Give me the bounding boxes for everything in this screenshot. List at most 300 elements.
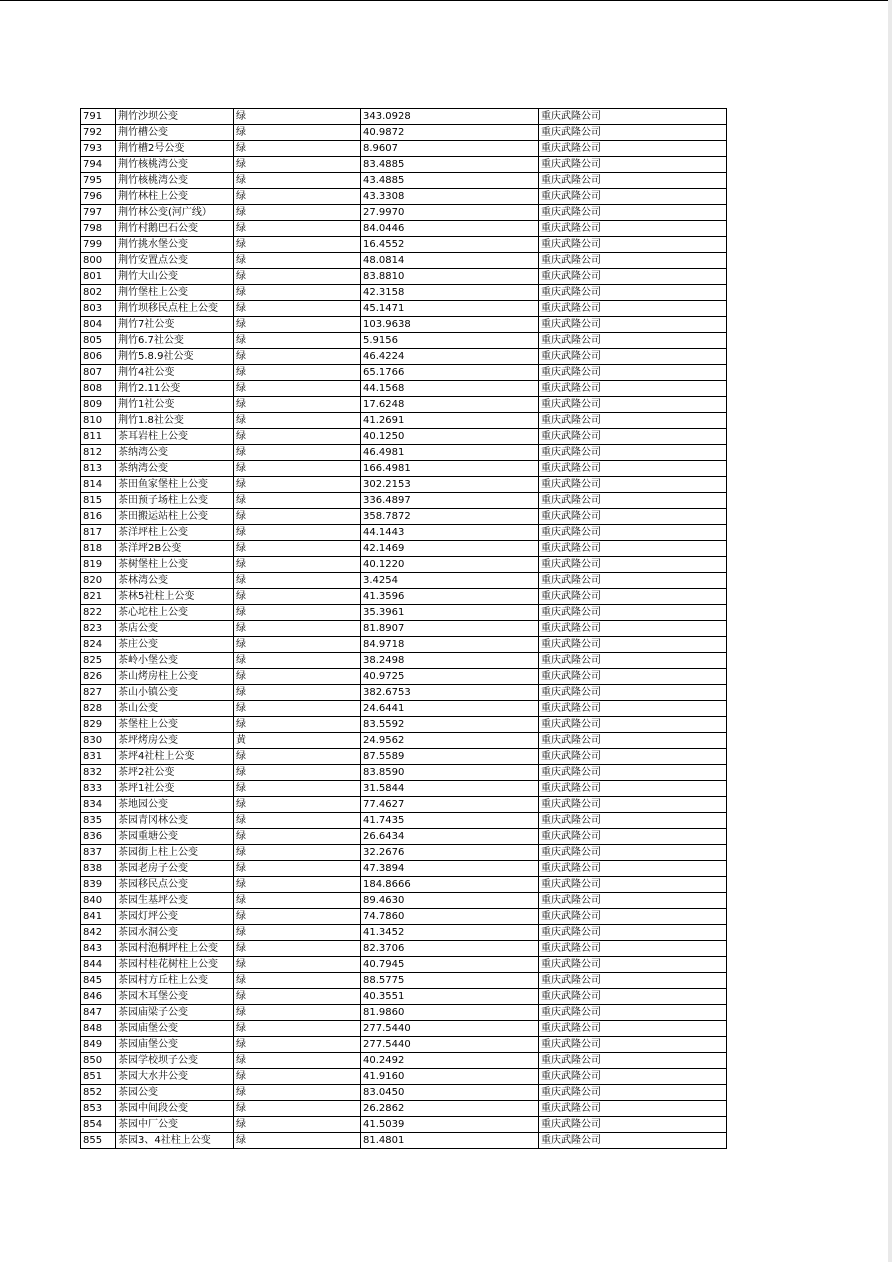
status-cell: 绿 <box>234 685 361 701</box>
name-cell: 茶园水洞公变 <box>116 925 234 941</box>
value-cell: 46.4224 <box>361 349 539 365</box>
table-row <box>81 109 727 125</box>
row-number-cell: 804 <box>81 317 116 333</box>
row-number-cell: 799 <box>81 237 116 253</box>
table-row <box>81 157 727 173</box>
table-row <box>81 605 727 621</box>
status-cell: 绿 <box>234 1005 361 1021</box>
value-cell: 40.1220 <box>361 557 539 573</box>
row-number-cell: 843 <box>81 941 116 957</box>
row-number-cell: 791 <box>81 109 116 125</box>
row-number-cell: 848 <box>81 1021 116 1037</box>
value-cell: 382.6753 <box>361 685 539 701</box>
value-cell: 41.7435 <box>361 813 539 829</box>
company-cell: 重庆武隆公司 <box>539 141 727 157</box>
value-cell: 40.7945 <box>361 957 539 973</box>
table-row <box>81 1037 727 1053</box>
row-number-cell: 810 <box>81 413 116 429</box>
name-cell: 荆竹1社公变 <box>116 397 234 413</box>
status-cell: 绿 <box>234 397 361 413</box>
company-cell: 重庆武隆公司 <box>539 125 727 141</box>
status-cell: 绿 <box>234 413 361 429</box>
table-row <box>81 301 727 317</box>
value-cell: 83.8590 <box>361 765 539 781</box>
name-cell: 荆竹1.8社公变 <box>116 413 234 429</box>
name-cell: 茶坪4社柱上公变 <box>116 749 234 765</box>
table-row <box>81 1085 727 1101</box>
row-number-cell: 833 <box>81 781 116 797</box>
company-cell: 重庆武隆公司 <box>539 669 727 685</box>
value-cell: 40.3551 <box>361 989 539 1005</box>
table-row <box>81 877 727 893</box>
company-cell: 重庆武隆公司 <box>539 157 727 173</box>
value-cell: 42.1469 <box>361 541 539 557</box>
company-cell: 重庆武隆公司 <box>539 445 727 461</box>
status-cell: 绿 <box>234 237 361 253</box>
company-cell: 重庆武隆公司 <box>539 957 727 973</box>
value-cell: 81.4801 <box>361 1133 539 1149</box>
status-cell: 绿 <box>234 557 361 573</box>
name-cell: 茶园庙堡公变 <box>116 1037 234 1053</box>
company-cell: 重庆武隆公司 <box>539 509 727 525</box>
name-cell: 荆竹堡柱上公变 <box>116 285 234 301</box>
status-cell: 绿 <box>234 1101 361 1117</box>
table-row <box>81 205 727 221</box>
row-number-cell: 839 <box>81 877 116 893</box>
status-cell: 绿 <box>234 109 361 125</box>
table-row <box>81 1117 727 1133</box>
status-cell: 绿 <box>234 157 361 173</box>
status-cell: 绿 <box>234 141 361 157</box>
row-number-cell: 851 <box>81 1069 116 1085</box>
value-cell: 3.4254 <box>361 573 539 589</box>
status-cell: 绿 <box>234 829 361 845</box>
table-row <box>81 973 727 989</box>
table-row <box>81 621 727 637</box>
table-row <box>81 893 727 909</box>
table-row <box>81 429 727 445</box>
table-row <box>81 285 727 301</box>
name-cell: 茶园庙堡公变 <box>116 1021 234 1037</box>
status-cell: 绿 <box>234 589 361 605</box>
company-cell: 重庆武隆公司 <box>539 525 727 541</box>
name-cell: 荆竹2.11公变 <box>116 381 234 397</box>
status-cell: 绿 <box>234 925 361 941</box>
row-number-cell: 830 <box>81 733 116 749</box>
status-cell: 绿 <box>234 365 361 381</box>
name-cell: 荆竹林柱上公变 <box>116 189 234 205</box>
table-row <box>81 413 727 429</box>
name-cell: 茶园庙梁子公变 <box>116 1005 234 1021</box>
name-cell: 茶树堡柱上公变 <box>116 557 234 573</box>
value-cell: 44.1568 <box>361 381 539 397</box>
status-cell: 绿 <box>234 653 361 669</box>
company-cell: 重庆武隆公司 <box>539 413 727 429</box>
status-cell: 绿 <box>234 317 361 333</box>
status-cell: 绿 <box>234 445 361 461</box>
company-cell: 重庆武隆公司 <box>539 477 727 493</box>
row-number-cell: 820 <box>81 573 116 589</box>
company-cell: 重庆武隆公司 <box>539 205 727 221</box>
name-cell: 茶园灯坪公变 <box>116 909 234 925</box>
company-cell: 重庆武隆公司 <box>539 797 727 813</box>
company-cell: 重庆武隆公司 <box>539 189 727 205</box>
name-cell: 荆竹槽2号公变 <box>116 141 234 157</box>
status-cell: 绿 <box>234 493 361 509</box>
status-cell: 绿 <box>234 957 361 973</box>
status-cell: 绿 <box>234 669 361 685</box>
row-number-cell: 825 <box>81 653 116 669</box>
row-number-cell: 793 <box>81 141 116 157</box>
company-cell: 重庆武隆公司 <box>539 605 727 621</box>
company-cell: 重庆武隆公司 <box>539 733 727 749</box>
row-number-cell: 811 <box>81 429 116 445</box>
company-cell: 重庆武隆公司 <box>539 461 727 477</box>
status-cell: 绿 <box>234 381 361 397</box>
table-row <box>81 573 727 589</box>
status-cell: 绿 <box>234 797 361 813</box>
company-cell: 重庆武隆公司 <box>539 829 727 845</box>
name-cell: 茶园大水井公变 <box>116 1069 234 1085</box>
row-number-cell: 853 <box>81 1101 116 1117</box>
table-body <box>81 109 727 1149</box>
row-number-cell: 845 <box>81 973 116 989</box>
name-cell: 茶山公变 <box>116 701 234 717</box>
table-row <box>81 989 727 1005</box>
company-cell: 重庆武隆公司 <box>539 429 727 445</box>
row-number-cell: 803 <box>81 301 116 317</box>
table-row <box>81 749 727 765</box>
value-cell: 41.5039 <box>361 1117 539 1133</box>
row-number-cell: 832 <box>81 765 116 781</box>
row-number-cell: 814 <box>81 477 116 493</box>
company-cell: 重庆武隆公司 <box>539 653 727 669</box>
status-cell: 绿 <box>234 285 361 301</box>
row-number-cell: 844 <box>81 957 116 973</box>
company-cell: 重庆武隆公司 <box>539 397 727 413</box>
company-cell: 重庆武隆公司 <box>539 925 727 941</box>
row-number-cell: 808 <box>81 381 116 397</box>
table-row <box>81 829 727 845</box>
name-cell: 茶心坨柱上公变 <box>116 605 234 621</box>
value-cell: 40.1250 <box>361 429 539 445</box>
company-cell: 重庆武隆公司 <box>539 1005 727 1021</box>
table-row <box>81 1101 727 1117</box>
table-row <box>81 269 727 285</box>
table-row <box>81 797 727 813</box>
status-cell: 绿 <box>234 605 361 621</box>
row-number-cell: 805 <box>81 333 116 349</box>
company-cell: 重庆武隆公司 <box>539 717 727 733</box>
name-cell: 茶店公变 <box>116 621 234 637</box>
name-cell: 茶庄公变 <box>116 637 234 653</box>
row-number-cell: 800 <box>81 253 116 269</box>
row-number-cell: 795 <box>81 173 116 189</box>
name-cell: 荆竹林公变(河广线） <box>116 205 234 221</box>
company-cell: 重庆武隆公司 <box>539 109 727 125</box>
status-cell: 绿 <box>234 333 361 349</box>
value-cell: 40.2492 <box>361 1053 539 1069</box>
row-number-cell: 815 <box>81 493 116 509</box>
company-cell: 重庆武隆公司 <box>539 861 727 877</box>
company-cell: 重庆武隆公司 <box>539 1133 727 1149</box>
status-cell: 绿 <box>234 765 361 781</box>
value-cell: 17.6248 <box>361 397 539 413</box>
value-cell: 43.3308 <box>361 189 539 205</box>
row-number-cell: 821 <box>81 589 116 605</box>
row-number-cell: 834 <box>81 797 116 813</box>
company-cell: 重庆武隆公司 <box>539 1037 727 1053</box>
table-row <box>81 861 727 877</box>
name-cell: 荆竹坝移民点柱上公变 <box>116 301 234 317</box>
name-cell: 茶园青冈林公变 <box>116 813 234 829</box>
company-cell: 重庆武隆公司 <box>539 557 727 573</box>
value-cell: 27.9970 <box>361 205 539 221</box>
row-number-cell: 824 <box>81 637 116 653</box>
name-cell: 茶洋坪柱上公变 <box>116 525 234 541</box>
value-cell: 35.3961 <box>361 605 539 621</box>
value-cell: 83.5592 <box>361 717 539 733</box>
table-row <box>81 221 727 237</box>
name-cell: 荆竹7社公变 <box>116 317 234 333</box>
row-number-cell: 850 <box>81 1053 116 1069</box>
row-number-cell: 806 <box>81 349 116 365</box>
status-cell: 绿 <box>234 717 361 733</box>
company-cell: 重庆武隆公司 <box>539 269 727 285</box>
table-row <box>81 381 727 397</box>
company-cell: 重庆武隆公司 <box>539 621 727 637</box>
name-cell: 茶山小镇公变 <box>116 685 234 701</box>
row-number-cell: 841 <box>81 909 116 925</box>
status-cell: 绿 <box>234 525 361 541</box>
table-row <box>81 509 727 525</box>
status-cell: 绿 <box>234 893 361 909</box>
name-cell: 茶田鱼家堡柱上公变 <box>116 477 234 493</box>
company-cell: 重庆武隆公司 <box>539 253 727 269</box>
table-row <box>81 237 727 253</box>
row-number-cell: 807 <box>81 365 116 381</box>
value-cell: 184.8666 <box>361 877 539 893</box>
value-cell: 336.4897 <box>361 493 539 509</box>
value-cell: 41.3596 <box>361 589 539 605</box>
status-cell: 绿 <box>234 205 361 221</box>
name-cell: 茶堡柱上公变 <box>116 717 234 733</box>
name-cell: 茶园3、4社柱上公变 <box>116 1133 234 1149</box>
table-row <box>81 1133 727 1149</box>
value-cell: 31.5844 <box>361 781 539 797</box>
table-row <box>81 461 727 477</box>
name-cell: 茶园生基坪公变 <box>116 893 234 909</box>
name-cell: 茶园木耳堡公变 <box>116 989 234 1005</box>
value-cell: 166.4981 <box>361 461 539 477</box>
value-cell: 65.1766 <box>361 365 539 381</box>
status-cell: 绿 <box>234 813 361 829</box>
name-cell: 荆竹6.7社公变 <box>116 333 234 349</box>
value-cell: 8.9607 <box>361 141 539 157</box>
status-cell: 绿 <box>234 637 361 653</box>
company-cell: 重庆武隆公司 <box>539 1085 727 1101</box>
company-cell: 重庆武隆公司 <box>539 493 727 509</box>
row-number-cell: 831 <box>81 749 116 765</box>
status-cell: 绿 <box>234 1037 361 1053</box>
company-cell: 重庆武隆公司 <box>539 845 727 861</box>
name-cell: 茶园学校坝子公变 <box>116 1053 234 1069</box>
company-cell: 重庆武隆公司 <box>539 637 727 653</box>
value-cell: 41.9160 <box>361 1069 539 1085</box>
value-cell: 24.9562 <box>361 733 539 749</box>
name-cell: 荆竹核桃湾公变 <box>116 157 234 173</box>
value-cell: 40.9725 <box>361 669 539 685</box>
status-cell: 绿 <box>234 1069 361 1085</box>
name-cell: 茶田预子场柱上公变 <box>116 493 234 509</box>
status-cell: 绿 <box>234 221 361 237</box>
status-cell: 黄 <box>234 733 361 749</box>
table-row <box>81 717 727 733</box>
page-right-edge <box>888 0 892 1262</box>
table-row <box>81 173 727 189</box>
value-cell: 42.3158 <box>361 285 539 301</box>
value-cell: 40.9872 <box>361 125 539 141</box>
row-number-cell: 801 <box>81 269 116 285</box>
row-number-cell: 816 <box>81 509 116 525</box>
value-cell: 83.8810 <box>361 269 539 285</box>
table-row <box>81 1021 727 1037</box>
row-number-cell: 842 <box>81 925 116 941</box>
value-cell: 45.1471 <box>361 301 539 317</box>
name-cell: 茶园老房子公变 <box>116 861 234 877</box>
company-cell: 重庆武隆公司 <box>539 237 727 253</box>
name-cell: 茶园街上柱上公变 <box>116 845 234 861</box>
value-cell: 46.4981 <box>361 445 539 461</box>
company-cell: 重庆武隆公司 <box>539 685 727 701</box>
company-cell: 重庆武隆公司 <box>539 317 727 333</box>
table-row <box>81 669 727 685</box>
table-row <box>81 957 727 973</box>
table-row <box>81 445 727 461</box>
name-cell: 荆竹5.8.9社公变 <box>116 349 234 365</box>
status-cell: 绿 <box>234 845 361 861</box>
value-cell: 89.4630 <box>361 893 539 909</box>
company-cell: 重庆武隆公司 <box>539 941 727 957</box>
name-cell: 荆竹大山公变 <box>116 269 234 285</box>
row-number-cell: 796 <box>81 189 116 205</box>
name-cell: 茶坪2社公变 <box>116 765 234 781</box>
value-cell: 81.8907 <box>361 621 539 637</box>
table-row <box>81 813 727 829</box>
name-cell: 荆竹挑水堡公变 <box>116 237 234 253</box>
row-number-cell: 836 <box>81 829 116 845</box>
table-row <box>81 397 727 413</box>
company-cell: 重庆武隆公司 <box>539 285 727 301</box>
company-cell: 重庆武隆公司 <box>539 589 727 605</box>
company-cell: 重庆武隆公司 <box>539 893 727 909</box>
value-cell: 81.9860 <box>361 1005 539 1021</box>
table-row <box>81 1053 727 1069</box>
table-row <box>81 333 727 349</box>
name-cell: 茶园村桂花树柱上公变 <box>116 957 234 973</box>
value-cell: 83.4885 <box>361 157 539 173</box>
value-cell: 277.5440 <box>361 1021 539 1037</box>
company-cell: 重庆武隆公司 <box>539 349 727 365</box>
name-cell: 茶坪1社公变 <box>116 781 234 797</box>
value-cell: 82.3706 <box>361 941 539 957</box>
row-number-cell: 847 <box>81 1005 116 1021</box>
status-cell: 绿 <box>234 1021 361 1037</box>
value-cell: 24.6441 <box>361 701 539 717</box>
company-cell: 重庆武隆公司 <box>539 1053 727 1069</box>
company-cell: 重庆武隆公司 <box>539 909 727 925</box>
company-cell: 重庆武隆公司 <box>539 989 727 1005</box>
name-cell: 茶园中厂公变 <box>116 1117 234 1133</box>
row-number-cell: 818 <box>81 541 116 557</box>
company-cell: 重庆武隆公司 <box>539 541 727 557</box>
value-cell: 88.5775 <box>361 973 539 989</box>
company-cell: 重庆武隆公司 <box>539 765 727 781</box>
name-cell: 荆竹槽公变 <box>116 125 234 141</box>
value-cell: 83.0450 <box>361 1085 539 1101</box>
value-cell: 32.2676 <box>361 845 539 861</box>
status-cell: 绿 <box>234 461 361 477</box>
company-cell: 重庆武隆公司 <box>539 877 727 893</box>
row-number-cell: 819 <box>81 557 116 573</box>
row-number-cell: 797 <box>81 205 116 221</box>
status-cell: 绿 <box>234 509 361 525</box>
name-cell: 茶耳岩柱上公变 <box>116 429 234 445</box>
table-row <box>81 541 727 557</box>
company-cell: 重庆武隆公司 <box>539 365 727 381</box>
table-row <box>81 141 727 157</box>
table-row <box>81 765 727 781</box>
status-cell: 绿 <box>234 989 361 1005</box>
status-cell: 绿 <box>234 1117 361 1133</box>
table-row <box>81 1069 727 1085</box>
row-number-cell: 822 <box>81 605 116 621</box>
status-cell: 绿 <box>234 861 361 877</box>
value-cell: 41.2691 <box>361 413 539 429</box>
name-cell: 荆竹沙坝公变 <box>116 109 234 125</box>
status-cell: 绿 <box>234 909 361 925</box>
row-number-cell: 792 <box>81 125 116 141</box>
company-cell: 重庆武隆公司 <box>539 1101 727 1117</box>
status-cell: 绿 <box>234 125 361 141</box>
table-row <box>81 653 727 669</box>
table-row <box>81 477 727 493</box>
name-cell: 荆竹4社公变 <box>116 365 234 381</box>
row-number-cell: 828 <box>81 701 116 717</box>
status-cell: 绿 <box>234 429 361 445</box>
row-number-cell: 846 <box>81 989 116 1005</box>
row-number-cell: 809 <box>81 397 116 413</box>
row-number-cell: 817 <box>81 525 116 541</box>
table-row <box>81 845 727 861</box>
company-cell: 重庆武隆公司 <box>539 301 727 317</box>
table-row <box>81 909 727 925</box>
table-row <box>81 701 727 717</box>
table-row <box>81 941 727 957</box>
company-cell: 重庆武隆公司 <box>539 749 727 765</box>
value-cell: 343.0928 <box>361 109 539 125</box>
status-cell: 绿 <box>234 173 361 189</box>
name-cell: 茶岭小堡公变 <box>116 653 234 669</box>
row-number-cell: 812 <box>81 445 116 461</box>
status-cell: 绿 <box>234 189 361 205</box>
value-cell: 48.0814 <box>361 253 539 269</box>
row-number-cell: 802 <box>81 285 116 301</box>
row-number-cell: 838 <box>81 861 116 877</box>
company-cell: 重庆武隆公司 <box>539 173 727 189</box>
name-cell: 茶地园公变 <box>116 797 234 813</box>
row-number-cell: 840 <box>81 893 116 909</box>
